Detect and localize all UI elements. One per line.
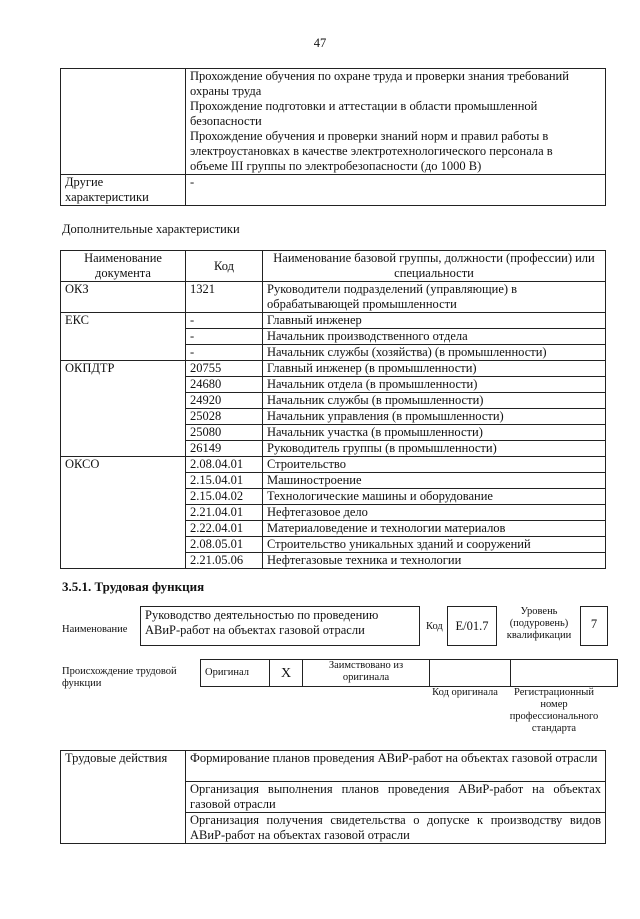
table-row: ОКПДТР 20755 Главный инженер (в промышленности) [61,361,606,377]
table-row: 2.08.05.01 Строительство уникальных зданий и сооружений [61,537,606,553]
table-row: 2.15.04.02 Технологические машины и оборудование [61,489,606,505]
education-requirements: Прохождение обучения по охране труда и проверки знания требований охраны труда Прохождение подготовки и аттестации в области промышленной безопасности Прохождение обучения и проверки знаний норм и правил работы в электроустановках в качестве электротехнологического персонала в объеме III группы по электробезопасности (до 1000 В) [186,69,606,175]
table-row: ЕКС - Главный инженер [61,313,606,329]
original-label: Оригинал [201,660,270,687]
name-label: Наименование [62,624,128,635]
table-row: 24680 Начальник отдела (в промышленности) [61,377,606,393]
table-row: 2.15.04.01 Машиностроение [61,473,606,489]
header-code: Код [186,251,263,282]
function-name: Руководство деятельностью по проведению АВиР-работ на объектах газовой отрасли [140,606,420,646]
reg-number-caption: Регистрационный номер профессионального стандарта [509,687,599,734]
doc-okpdtr: ОКПДТР [61,361,186,457]
header-name: Наименование базовой группы, должности (профессии) или специальности [263,251,606,282]
header-document: Наименование документа [61,251,186,282]
table-row: ОКЗ 1321 Руководители подразделений (управляющие) в обрабатывающей промышленности [61,282,606,313]
page-number: 47 [313,36,327,50]
labor-action: Формирование планов проведения АВиР-работ на объектах газовой отрасли [186,751,606,782]
code-original-caption: Код оригинала [432,687,498,698]
labor-action: Организация получения свидетельства о допуске к производству видов АВиР-работ на объектах газовой отрасли [186,813,606,844]
table-header [61,251,606,282]
education-table [60,68,606,206]
table-row: 2.22.04.01 Материаловедение и технологии материалов [61,521,606,537]
function-code: E/01.7 [447,606,497,646]
section-title: Дополнительные характеристики [62,222,240,236]
table-row: ОКСО 2.08.04.01 Строительство [61,457,606,473]
origin-table [200,659,618,687]
table-row: 2.21.04.01 Нефтегазовое дело [61,505,606,521]
other-value: - [186,175,606,206]
original-mark: X [270,660,303,687]
table-row: 2.21.05.06 Нефтегазовые техника и технологии [61,553,606,569]
table-row: 25028 Начальник управления (в промышленности) [61,409,606,425]
table-row: 25080 Начальник участка (в промышленности) [61,425,606,441]
labor-action: Организация выполнения планов проведения АВиР-работ на объектах газовой отрасли [186,782,606,813]
code-label: Код [426,621,443,632]
table-row [61,751,606,782]
table-row: 24920 Начальник службы (в промышленности) [61,393,606,409]
doc-okso: ОКСО [61,457,186,569]
table-row: 26149 Руководитель группы (в промышленности) [61,441,606,457]
table-row: - Начальник производственного отдела [61,329,606,345]
doc-okz: ОКЗ [61,282,186,313]
level-label: Уровень (подуровень) квалификации [506,606,572,641]
labor-actions-label: Трудовые действия [61,751,186,844]
additional-table [60,250,606,569]
origin-label: Происхождение трудовой функции [62,666,177,689]
borrowed-label: Заимствовано из оригинала [303,660,430,687]
other-label: Другие характеристики [61,175,186,206]
function-heading: 3.5.1. Трудовая функция [62,579,205,594]
doc-eks: ЕКС [61,313,186,361]
table-row [61,69,606,175]
table-row: - Начальник службы (хозяйства) (в промышленности) [61,345,606,361]
labor-actions-table [60,750,606,844]
level-value: 7 [580,606,608,646]
table-row [61,175,606,206]
